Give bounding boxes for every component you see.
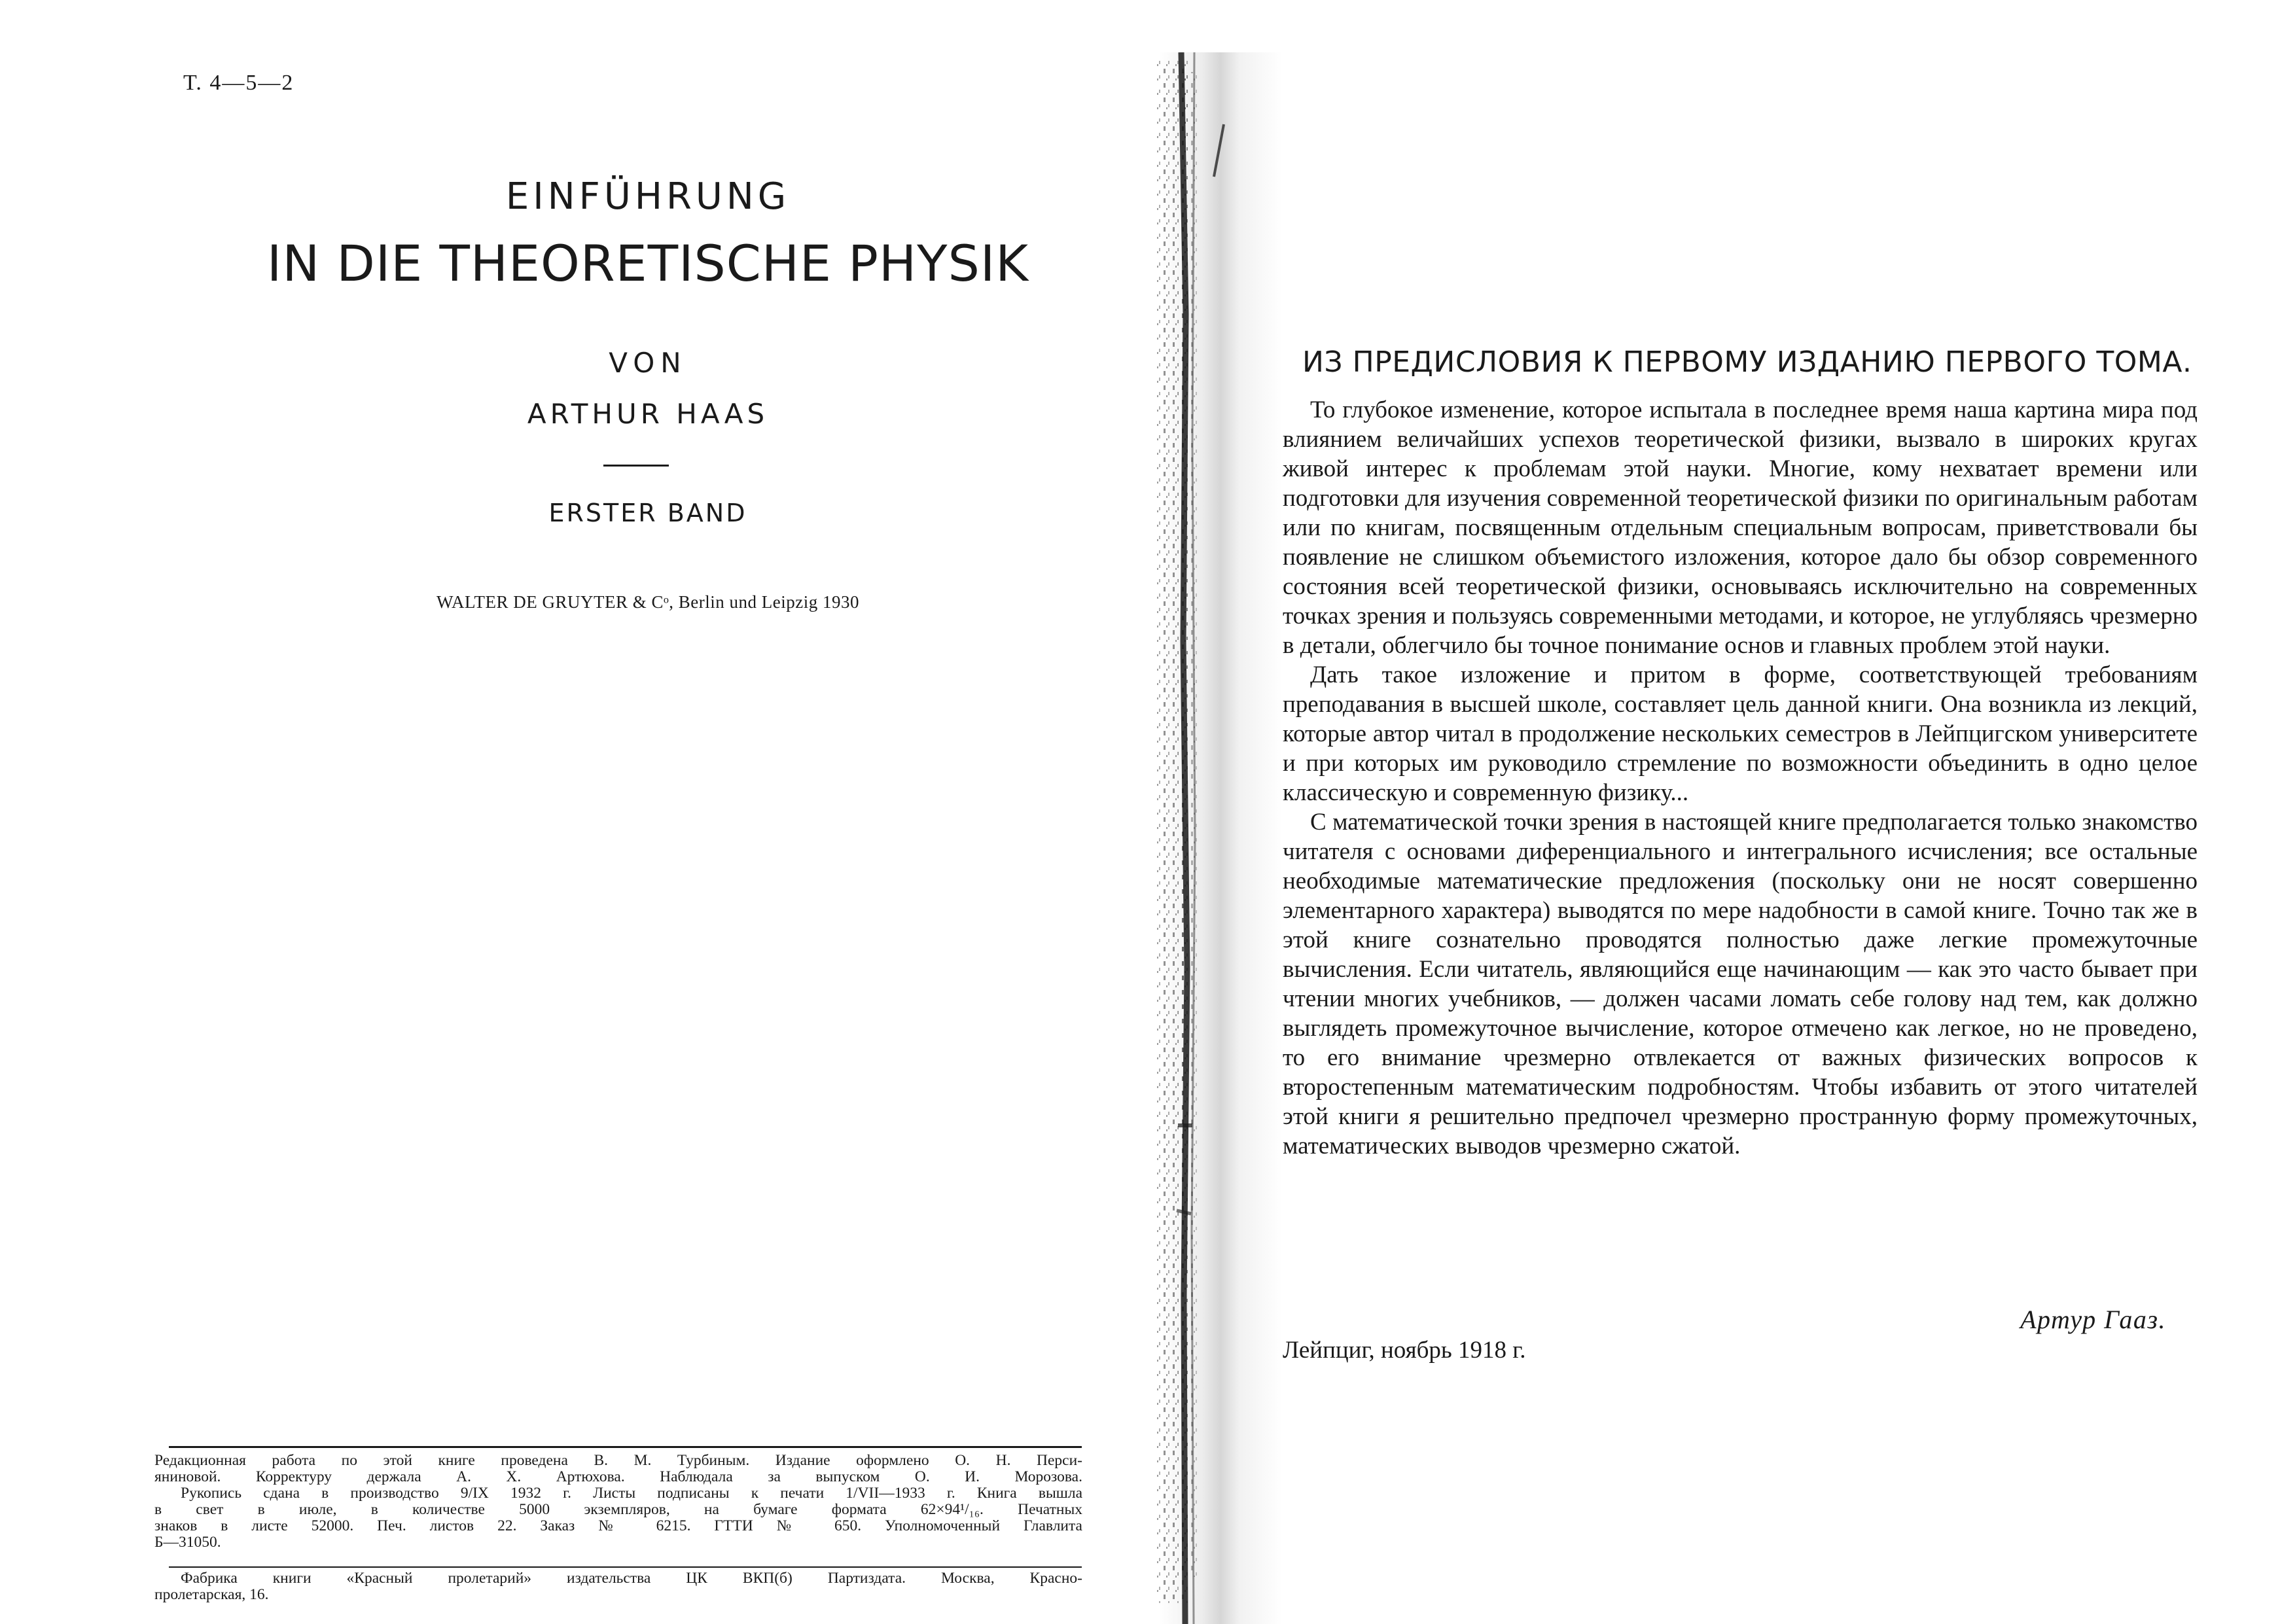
author-name: ARTHUR HAAS [527, 398, 769, 430]
preface-heading: ИЗ ПРЕДИСЛОВИЯ К ПЕРВОМУ ИЗДАНИЮ ПЕРВОГО ТОМА. [1302, 345, 2192, 379]
book-title-line-1: EINFÜHRUNG [505, 175, 791, 218]
colophon-divider-top [169, 1446, 1082, 1448]
preface-paragraph: Дать такое изложение и притом в форме, соответствующей требованиям преподавания в высшей школе, составляет цель данной книги. Она возникла из лекций, которые автор читал в продолжение нескольких семестров в Лейпцигском университете и при которых им руководило стремление по возможности объединить в одно целое классическую и современную физику... [1283, 662, 2198, 806]
preface-body [1283, 395, 2198, 1161]
by-word: VON [609, 347, 687, 379]
colophon-line: знаков в листе 52000. Печ. листов 22. Заказ № 6215. ГТТИ № 650. Уполномоченный Главлита [154, 1517, 1082, 1534]
colophon-line: Рукопись сдана в производство 9/IX 1932 г. Листы подписаны к печати 1/VII—1933 г. Книга вышла [181, 1485, 1082, 1502]
colophon-credits [154, 1453, 1082, 1551]
volume-label: ERSTER BAND [548, 499, 747, 527]
colophon-line: Редакционная работа по этой книге проведена В. М. Турбиным. Издание оформлено О. Н. Перси- [154, 1452, 1082, 1469]
colophon-line: в свет в июле, в количестве 5000 экземпляров, на бумаге формата 62×94¹/₁₆. Печатных [154, 1501, 1082, 1518]
colophon-line: Б—31050. [154, 1534, 221, 1551]
book-title-line-2: IN DIE THEORETISCHE PHYSIK [266, 234, 1029, 292]
printer-line: Фабрика книги «Красный пролетарий» издательства ЦК ВКП(б) Партиздата. Москва, Красно- [181, 1570, 1082, 1587]
preface-paragraph: То глубокое изменение, которое испытала в последнее время наша картина мира под влиянием величайших успехов теоретической физики, вызвало в широких кругах живой интерес к проблемам этой науки. Многие, кому нехватает времени или подготовки для изучения современной теоретической физики по оригинальным работам или по книгам, посвященным отдельным специальным вопросам, приветствовали бы появление не слишком объемистого изложения, которое дало бы обзор современного состояния всей теоретической физики, основываясь исключительно на современных точках зрения и пользуясь современными методами, и которое, не углубляясь чрезмерно в детали, облегчило бы точное понимание основ и главных проблем этой науки. [1283, 397, 2198, 659]
title-divider [603, 465, 669, 467]
preface-place-date: Лейпциг, ноябрь 1918 г. [1283, 1337, 1526, 1364]
publisher-line: WALTER DE GRUYTER & Cᵒ, Berlin und Leipzig 1930 [436, 592, 859, 612]
colophon-line: яниновой. Корректуру держала А. Х. Артюхова. Наблюдала за выпуском О. И. Морозова. [154, 1468, 1082, 1485]
author-signature: Артур Гааз. [2020, 1305, 2166, 1334]
printer-imprint [154, 1570, 1082, 1603]
preface-paragraph: С математической точки зрения в настоящей книге предполагается только знакомство читателя с основами диференциального и интегрального исчисления; все остальные необходимые математические предложения (поскольку они не носят совершенно элементарного характера) выводятся по мере надобности в самой книге. Точно так же в этой книге сознательно проводятся полностью даже легкие промежуточные вычисления. Если читатель, являющийся еще начинающим — как это часто бывает при чтении многих учебников, — должен часами ломать себе голову над тем, как должно выглядеть промежуточное вычисление, которое отмечено как легкое, но не проведено, то его внимание чрезмерно отвлекается от важных физических вопросов к второстепенным математическим подробностям. Чтобы избавить от этого читателей этой книги я решительно предпочел чрезмерно пространную форму промежуточных, математических выводов чрезмерно сжатой. [1283, 809, 2198, 1159]
colophon-divider-bottom [169, 1566, 1082, 1568]
printer-line: пролетарская, 16. [154, 1586, 269, 1603]
catalog-number: Т. 4—5—2 [183, 71, 294, 95]
